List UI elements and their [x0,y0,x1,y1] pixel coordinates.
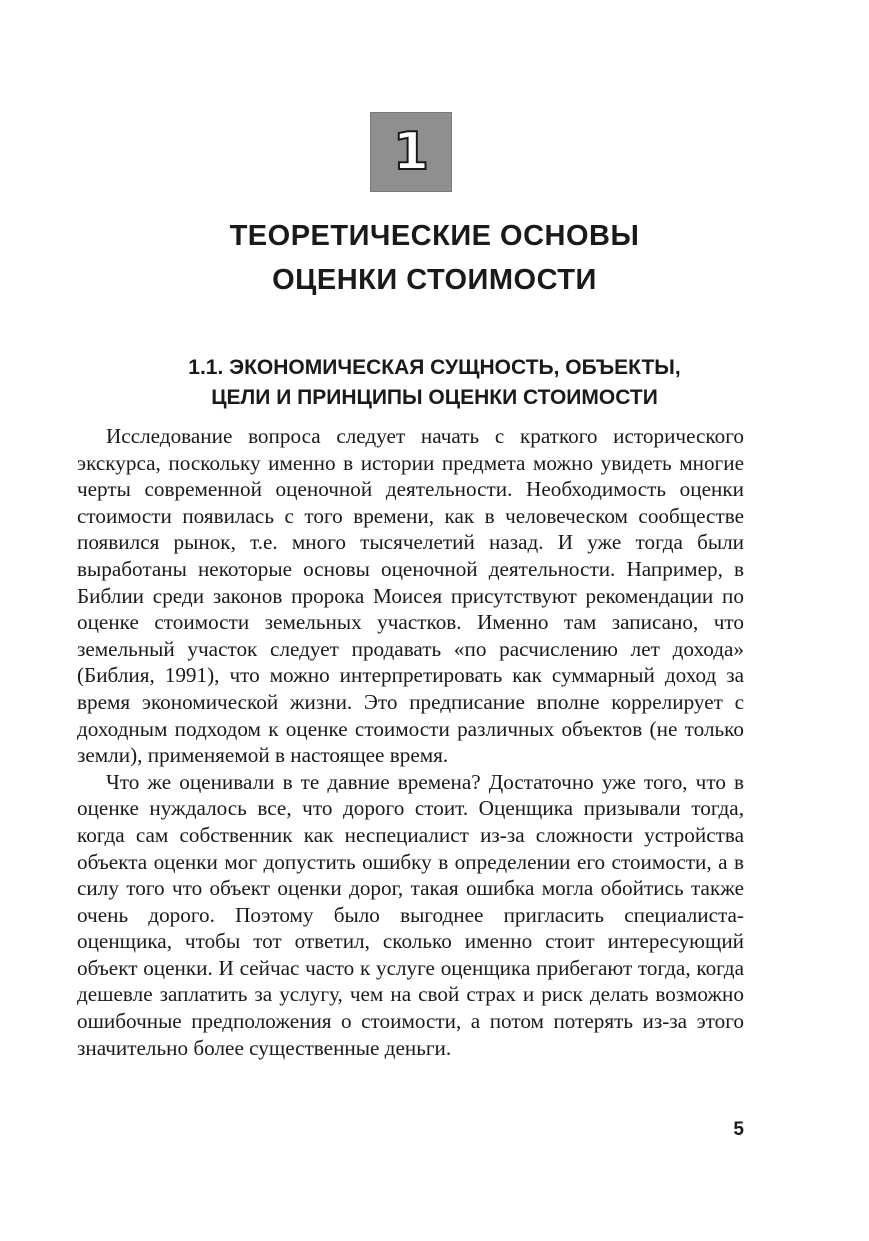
section-title-line-1: 1.1. ЭКОНОМИЧЕСКАЯ СУЩНОСТЬ, ОБЪЕКТЫ, [188,356,681,379]
chapter-title-line-1: ТЕОРЕТИЧЕСКИЕ ОСНОВЫ [229,220,640,252]
section-title-line-2: ЦЕЛИ И ПРИНЦИПЫ ОЦЕНКИ СТОИМОСТИ [211,386,658,409]
chapter-title-line-2: ОЦЕНКИ СТОИМОСТИ [272,264,597,296]
chapter-number: 1 [392,122,430,182]
paragraph: Исследование вопроса следует начать с краткого исторического экскурса, поскольку именно в истории предмета можно увидеть многие черты современной оценочной деятельности. Необходимость оценки стоимости появилась с того времени, как в человеческом сообществе появился рынок, т.е. много тысячелетий назад. И уже тогда были выработаны некоторые основы оценочной деятельности. Например, в Библии среди законов пророка Моисея присутствуют рекомендации по оценке стоимости земельных участков. Именно там записано, что земельный участок следует продавать «по расчислению лет дохода» (Библия, 1991), что можно интерпретировать как суммарный доход за время экономической жизни. Это предписание вполне коррелирует с доходным подходом к оценке стоимости различных объектов (не только земли), применяемой в настоящее время. [77,424,744,768]
section-title [60,353,809,413]
paragraph: Что же оценивали в те давние времена? Достаточно уже того, что в оценке нуждалось все, что дорого стоит. Оценщика призывали тогда, когда сам собственник как неспециалист из-за сложности устройства объекта оценки мог допустить ошибку в определении его стоимости, а в силу того что объект оценки дорог, такая ошибка могла обойтись также очень дорого. Поэтому было выгоднее пригласить специалиста-оценщика, чтобы тот ответил, сколько именно стоит интересующий объект оценки. И сейчас часто к услуге оценщика прибегают тогда, когда дешевле заплатить за услугу, чем на свой страх и риск делать возможно ошибочные предположения о стоимости, а потом потерять из-за этого значительно более существенные деньги. [77,769,744,1060]
chapter-title [60,214,809,302]
chapter-number-badge [370,112,452,192]
page-number: 5 [733,1119,744,1140]
body-text [77,423,744,1061]
